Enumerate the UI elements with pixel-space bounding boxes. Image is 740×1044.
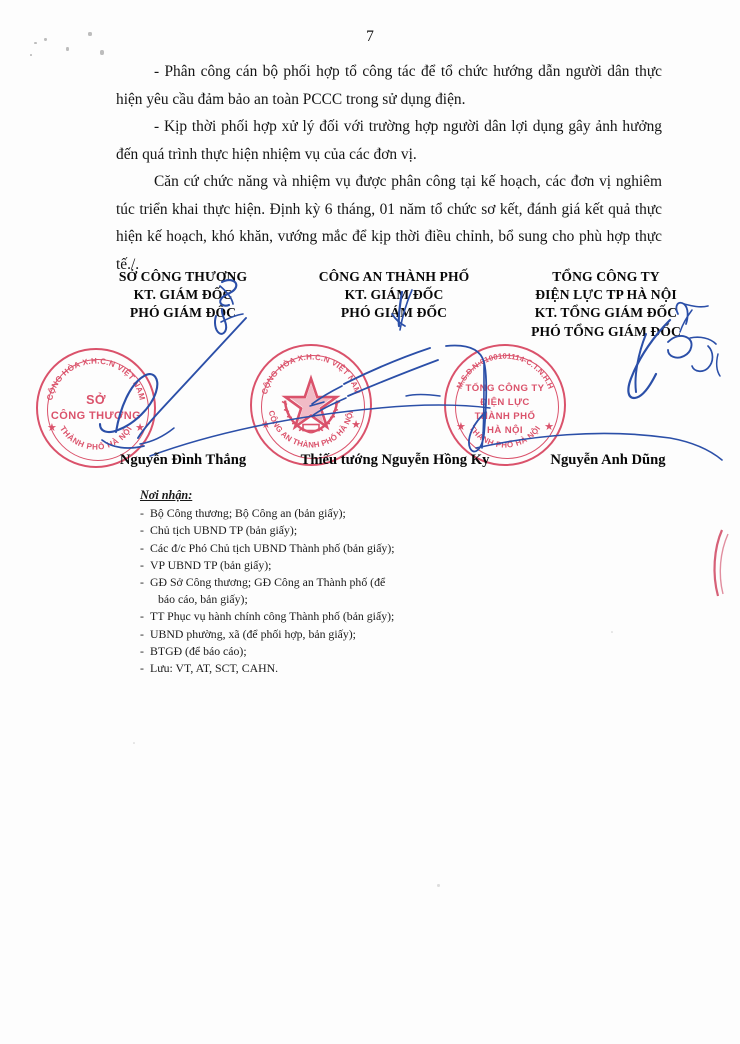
sig1-org-line-3: PHÓ GIÁM ĐỐC (129, 305, 237, 321)
seal1-arc-text (38, 350, 154, 466)
seal-cong-an-thanh-pho (250, 344, 372, 466)
recipient-item (140, 557, 470, 574)
seal1-center-line-2: CÔNG THƯƠNG (50, 410, 142, 422)
seal3-bottom-arc: THÀNH PHỐ HÀ NỘI (467, 423, 543, 450)
seal2-bottom-arc: CÔNG AN THÀNH PHỐ HÀ NỘI (266, 409, 356, 450)
recipient-text-cont: báo cáo, bản giấy); (158, 592, 248, 607)
seal2-star-left: ★ (261, 419, 271, 431)
seal2-top-arc: CỘNG HÒA X.H.C.N VIỆT NAM (259, 352, 363, 396)
svg-text:THÀNH PHỐ HÀ NỘI (58, 424, 134, 451)
body-text (116, 58, 662, 278)
seal1-star-left: ★ (47, 422, 57, 434)
recipient-item (140, 608, 470, 625)
seal3-center-line-1: TỔNG CÔNG TY (465, 383, 545, 394)
recipient-item (140, 626, 470, 643)
sig3-org-line-4: PHÓ TỔNG GIÁM ĐỐC (531, 323, 681, 339)
edge-seal-fragment (706, 528, 732, 598)
seal3-center-line-3: THÀNH PHỐ (474, 411, 536, 422)
signer-names-row (60, 452, 700, 478)
seal3-star-right: ★ (544, 421, 554, 433)
seal1-bottom-arc: THÀNH PHỐ HÀ NỘI (57, 424, 135, 452)
recipient-text: UBND phường, xã (để phối hợp, bản giấy); (150, 626, 356, 641)
scan-speck (611, 631, 613, 633)
recipient-item (140, 540, 470, 557)
seal1-star-right: ★ (135, 422, 145, 434)
recipient-text: VP UBND TP (bản giấy); (150, 557, 272, 572)
body-paragraph-1: - Phân công cán bộ phối hợp tổ công tác để tổ chức hướng dẫn người dân thực hiện yêu cầu đảm bảo an toàn PCCC trong sử dụng điện. (116, 63, 662, 108)
recipient-item (140, 505, 470, 522)
recipient-text: Bộ Công thương; Bộ Công an (bản giấy); (150, 506, 346, 521)
recipient-text: TT Phục vụ hành chính công Thành phố (bản giấy); (150, 609, 395, 624)
page-number: 7 (366, 28, 374, 45)
sig2-org-line-2: KT. GIÁM ĐỐC (344, 287, 444, 303)
seal3-center-line-2: ĐIỆN LỰC (480, 397, 530, 408)
seal3-center-line-4: HÀ NỘI (487, 425, 523, 436)
seal3-star-left: ★ (456, 421, 466, 433)
scan-speck (437, 884, 440, 887)
signer-name-1: Nguyễn Đình Thắng (119, 452, 247, 468)
signature-block-so-cong-thuong (76, 268, 290, 323)
seal1-center-line-1: SỞ (86, 393, 106, 407)
sig1-org-line-2: KT. GIÁM ĐỐC (133, 287, 233, 303)
seal-tong-cong-ty-dien-luc (444, 344, 566, 466)
recipient-item (140, 643, 470, 660)
scan-speck (133, 742, 135, 744)
recipients-section (140, 487, 470, 677)
sig3-org-line-3: KT. TỔNG GIÁM ĐỐC (534, 305, 678, 321)
recipient-text: Lưu: VT, AT, SCT, CAHN. (150, 661, 279, 676)
sig2-org-line-1: CÔNG AN THÀNH PHỐ (318, 269, 470, 284)
signature-block-tong-cong-ty-dien-luc (498, 268, 714, 341)
recipient-text: BTGĐ (để báo cáo); (150, 643, 247, 658)
sig3-org-line-1: TỔNG CÔNG TY (552, 269, 660, 284)
seal3-top-arc: M.S.Đ.N:0100101114-C.T.N.H.H (454, 351, 556, 391)
body-paragraph-3: Căn cứ chức năng và nhiệm vụ được phân công tại kế hoạch, các đơn vị nghiêm túc triển khai thực hiện. Định kỳ 6 tháng, 01 năm tổ chức sơ kết, đánh giá kết quả thực hiện kế hoạch, khó khăn, vướng mắc để kịp thời điều chỉnh, bổ sung cho phù hợp thực tế./. (116, 173, 662, 273)
body-paragraph-2: - Kịp thời phối hợp xử lý đối với trường hợp người dân lợi dụng gây ảnh hưởng đến quá trình thực hiện nhiệm vụ của các đơn vị. (116, 118, 662, 163)
recipient-item (140, 660, 470, 677)
signature-row (57, 268, 700, 468)
seal-so-cong-thuong (36, 348, 156, 468)
recipients-title: Nơi nhận: (140, 488, 193, 502)
recipient-item (140, 522, 470, 539)
recipients-list (140, 505, 470, 677)
seal2-star-right: ★ (351, 419, 361, 431)
sig2-org-line-3: PHÓ GIÁM ĐỐC (340, 305, 448, 321)
recipient-text: GĐ Sở Công thương; GĐ Công an Thành phố (để (150, 575, 386, 590)
national-emblem-icon (274, 367, 348, 441)
sig3-org-line-2: ĐIỆN LỰC TP HÀ NỘI (535, 287, 677, 303)
seal1-top-arc: CỘNG HÒA X.H.C.N VIỆT NAM (45, 356, 147, 402)
signer-name-3: Nguyễn Anh Dũng (550, 452, 666, 468)
signer-name-2: Thiếu tướng Nguyễn Hồng Ky (300, 452, 490, 468)
recipient-text: Các đ/c Phó Chủ tịch UBND Thành phố (bản giấy); (150, 540, 395, 555)
sig1-org-line-1: SỞ CÔNG THƯƠNG (118, 269, 248, 284)
recipient-item (140, 574, 470, 608)
recipient-text: Chủ tịch UBND TP (bản giấy); (150, 523, 298, 538)
signature-block-cong-an-thanh-pho (288, 268, 500, 323)
